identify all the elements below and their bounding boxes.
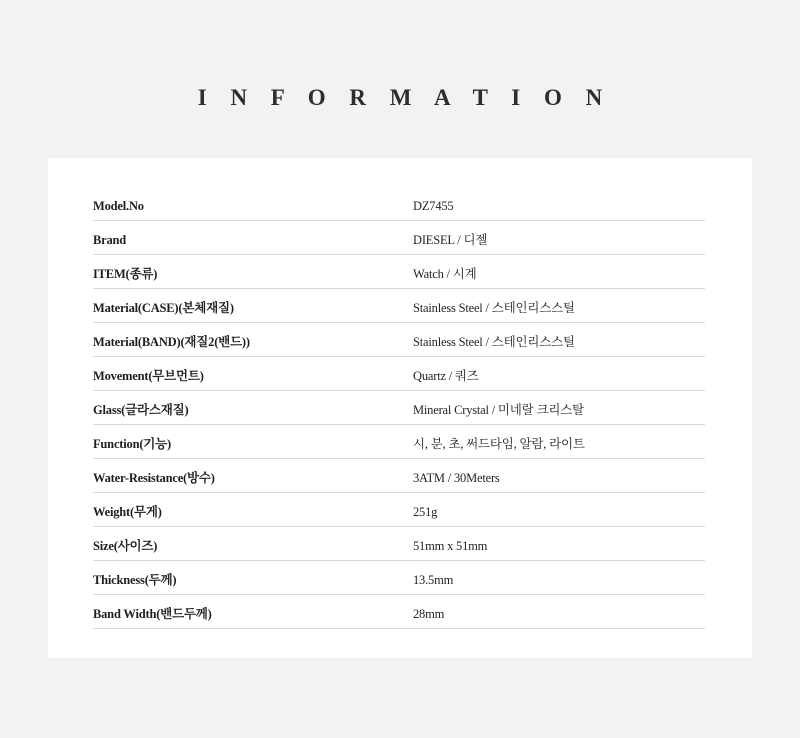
spec-value: 251g [413,492,705,526]
spec-label: Glass(글라스재질) [93,390,413,424]
spec-label: Thickness(두께) [93,560,413,594]
spec-label: Band Width(밴드두께) [93,594,413,628]
spec-value: Stainless Steel / 스테인리스스틸 [413,288,705,322]
spec-card [48,158,752,658]
spec-value: Quartz / 쿼즈 [413,356,705,390]
table-row [93,220,705,254]
page-title: I N F O R M A T I O N [197,85,612,110]
spec-label: Water-Resistance(방수) [93,458,413,492]
table-row [93,526,705,560]
table-row [93,458,705,492]
spec-value: DZ7455 [413,186,705,220]
spec-value: Mineral Crystal / 미네랄 크리스탈 [413,390,705,424]
table-row [93,424,705,458]
spec-label: ITEM(종류) [93,254,413,288]
spec-label: Size(사이즈) [93,526,413,560]
table-row [93,594,705,628]
spec-label: Brand [93,220,413,254]
spec-value: 13.5mm [413,560,705,594]
spec-value: 3ATM / 30Meters [413,458,705,492]
spec-table-body [93,186,705,628]
spec-value: Stainless Steel / 스테인리스스틸 [413,322,705,356]
spec-value: DIESEL / 디젤 [413,220,705,254]
spec-label: Material(CASE)(본체재질) [93,288,413,322]
table-row [93,186,705,220]
spec-value: 51mm x 51mm [413,526,705,560]
spec-value: Watch / 시계 [413,254,705,288]
table-row [93,254,705,288]
spec-label: Function(기능) [93,424,413,458]
table-row [93,356,705,390]
table-row [93,288,705,322]
specification-table [93,186,705,629]
spec-label: Movement(무브먼트) [93,356,413,390]
spec-value: 28mm [413,594,705,628]
table-row [93,492,705,526]
table-row [93,560,705,594]
table-row [93,390,705,424]
spec-value: 시, 분, 초, 써드타임, 알람, 라이트 [413,424,705,458]
spec-label: Weight(무게) [93,492,413,526]
table-row [93,322,705,356]
spec-label: Model.No [93,186,413,220]
spec-label: Material(BAND)(재질2(밴드)) [93,322,413,356]
